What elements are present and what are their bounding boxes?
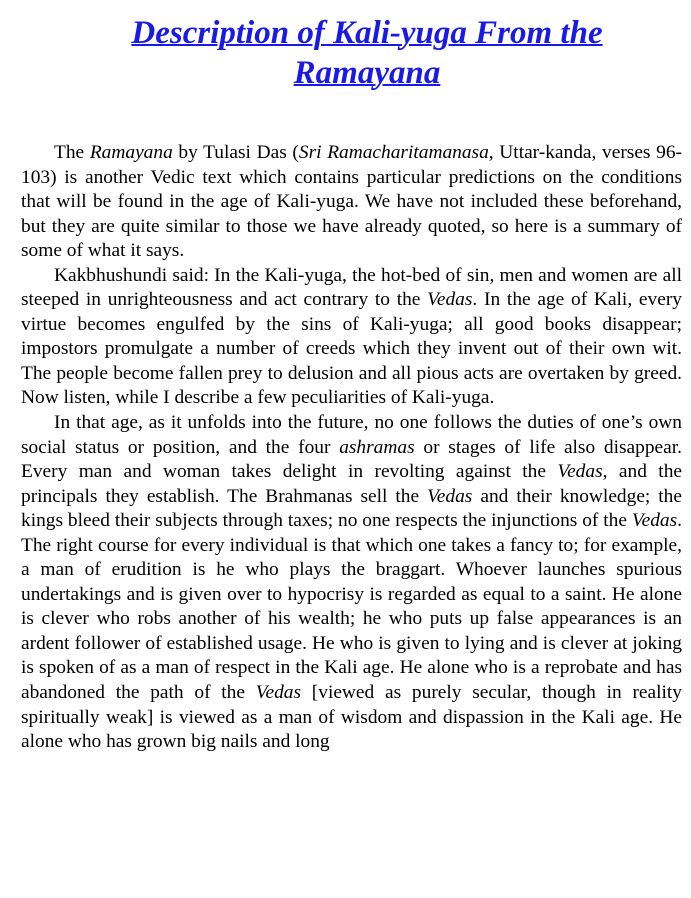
title-line-1: Description of Kali-yuga From the: [131, 15, 603, 51]
text-run: or stages of life also disappear. Every man and woman takes delight in revolting against the: [21, 436, 683, 483]
body-text: [21, 141, 682, 755]
italic-text: Vedas: [557, 461, 603, 483]
italic-text: Sri Ramacharitamanasa: [298, 142, 489, 163]
text-run: . In the age of Kali, every virtue becomes engulfed by the sins of Kali-yuga; all good books disappear; impostors promulgate a number of creeds which they invent out of their own wit. The people become fallen prey to delusion and all pious acts are overtaken by greed. Now listen, while I describe a few peculiarities of Kali-yuga.: [21, 289, 682, 409]
italic-text: Vedas: [631, 510, 678, 532]
text-run: , Uttar-kanda, verses 96-103) is another Vedic text which contains particular predictions on the conditions that will be found in the age of Kali-yuga. We have not included these beforehand, but they are quite similar to those we have already quoted, so here is a summary of some of what it says.: [21, 142, 682, 262]
text-run: by Tulasi Das (: [172, 142, 299, 163]
paragraph: [21, 264, 682, 411]
text-run: Kakbhushundi said: In the Kali-yuga, the hot-bed of sin, men and women are all steeped in unrighteousness and act contrary to the: [21, 264, 682, 311]
text-run: and their knowledge; the kings bleed their subjects through taxes; no one respects the injunctions of the: [21, 485, 682, 532]
paragraph: [21, 141, 682, 264]
title-line-2: Ramayana: [293, 55, 441, 91]
italic-text: ashramas: [339, 436, 415, 458]
italic-text: Vedas: [255, 682, 302, 704]
text-run: [viewed as purely secular, though in reality spiritually weak] is viewed as a man of wisdom and dispassion in the Kali age. He alone who has grown big nails and long: [21, 682, 682, 753]
italic-text: Ramayana: [89, 142, 173, 163]
italic-text: Vedas: [427, 485, 473, 507]
text-run: . The right course for every individual is that which one takes a fancy to; for example, a man of erudition is he who plays the braggart. Whoever launches spurious undertakings and is given over to hypocrisy is regarded as equal to a saint. He alone is clever who robs another of his wealth; he who puts up false appearances is an ardent follower of established usage. He who is given to lying and is clever at joking is spoken of as a man of respect in the Kali age. He alone who is a reprobate and has abandoned the path of the: [21, 510, 682, 704]
page-title: [0, 13, 691, 93]
title-link[interactable]: [131, 15, 602, 91]
text-run: In that age, as it unfolds into the future, no one follows the duties of one’s own social status or position, and the four: [21, 412, 682, 458]
text-run: The: [54, 142, 90, 163]
italic-text: Vedas: [427, 289, 473, 311]
text-run: , and the principals they establish. The Brahmanas sell the: [21, 461, 683, 507]
paragraph: [21, 411, 682, 755]
